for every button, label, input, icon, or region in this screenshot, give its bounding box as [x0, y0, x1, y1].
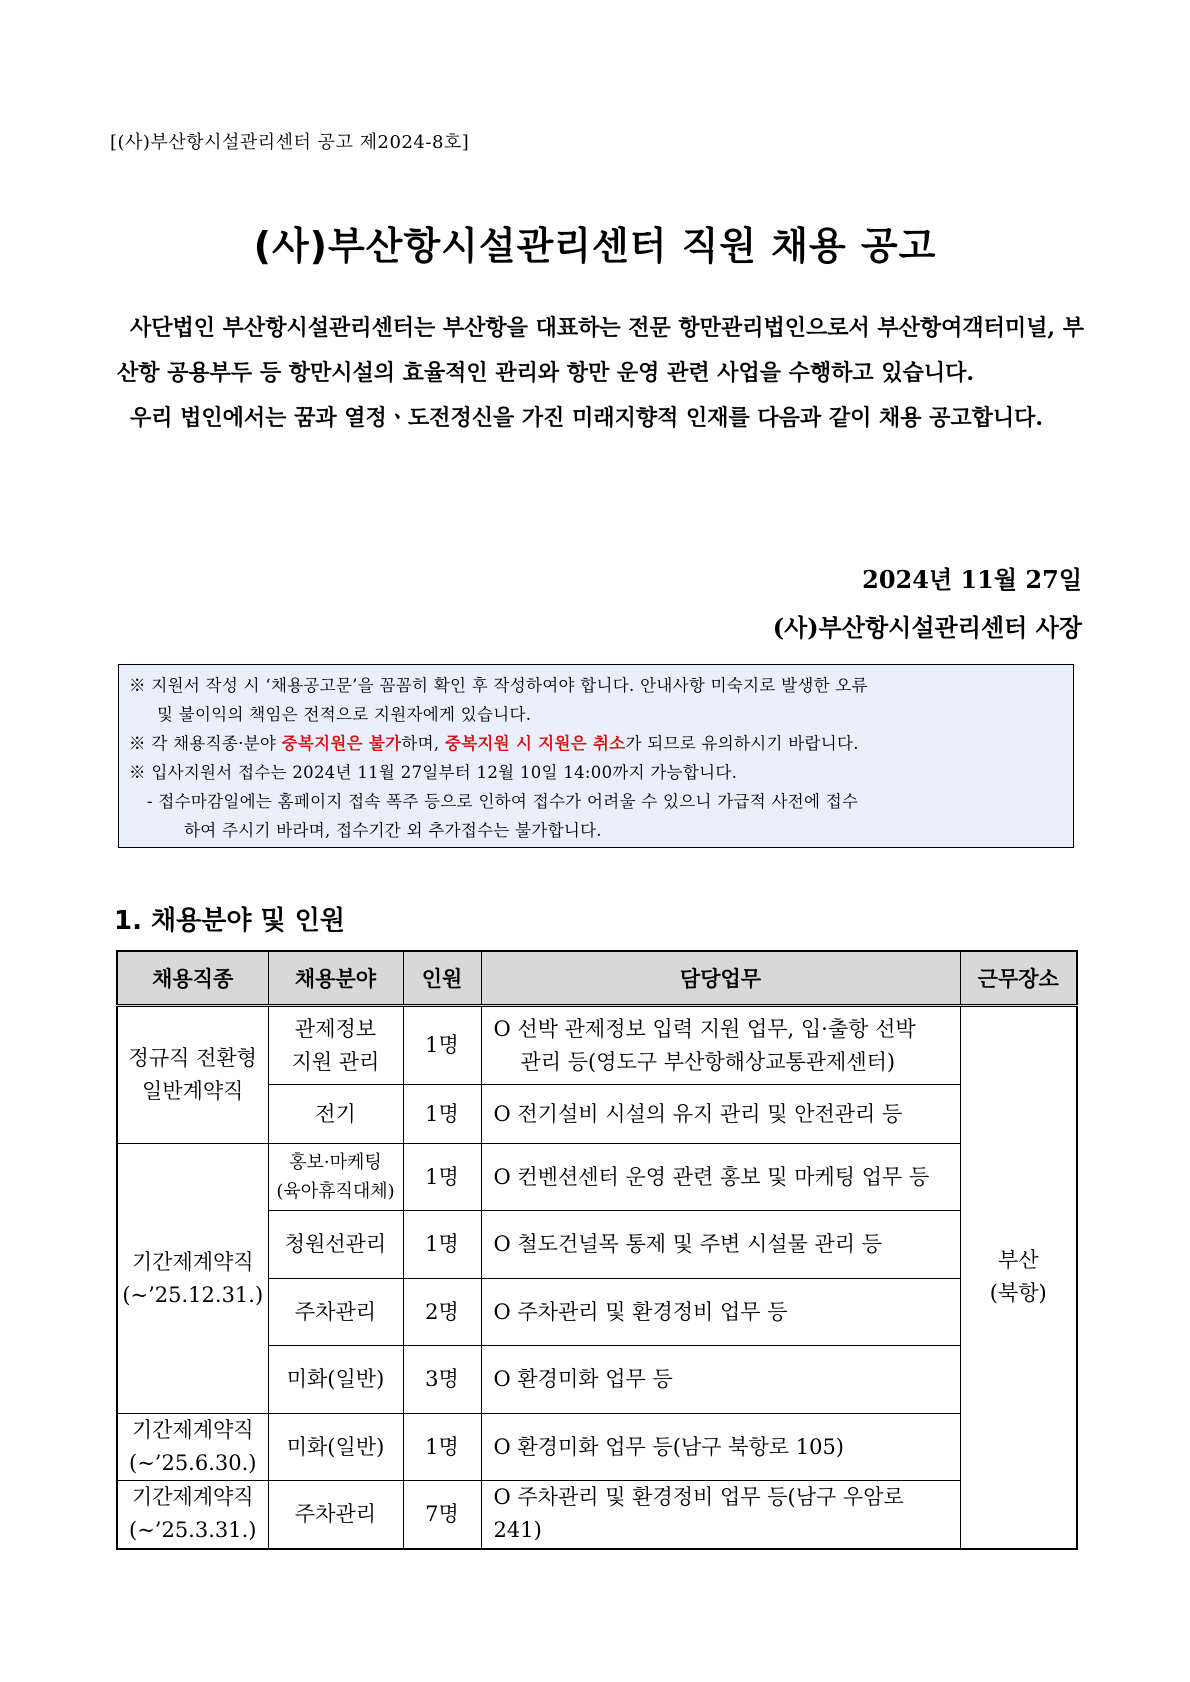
field-cell: 전기 — [268, 1085, 403, 1144]
count-cell: 7명 — [403, 1481, 481, 1549]
job-type-cell — [117, 1414, 268, 1481]
duty-cell — [481, 1006, 960, 1085]
job-type-line-1: 기간제계약직 — [131, 1249, 254, 1274]
header-duty: 담당업무 — [481, 951, 960, 1006]
note-2-warning-1: 중복지원은 불가 — [281, 734, 402, 753]
table-row — [117, 1006, 1077, 1085]
note-1-line-2: 및 불이익의 책임은 전적으로 지원자에게 있습니다. — [157, 705, 532, 724]
duty-cell: O 환경미화 업무 등 — [481, 1346, 960, 1414]
page-title: (사)부산항시설관리센터 직원 채용 공고 — [253, 224, 937, 268]
job-type-cell — [117, 1006, 268, 1144]
header-field: 채용분야 — [268, 951, 403, 1006]
table-header-row — [117, 951, 1077, 1006]
count-cell: 3명 — [403, 1346, 481, 1414]
header-count: 인원 — [403, 951, 481, 1006]
field-cell — [268, 1006, 403, 1085]
field-cell: 주차관리 — [268, 1481, 403, 1549]
note-2-text-a: ※ 각 채용직종·분야 — [129, 734, 282, 753]
count-cell: 1명 — [403, 1414, 481, 1481]
notice-date: 2024년 11월 27일 — [862, 565, 1082, 594]
duty-line-2: 관리 등(영도구 부산항해상교통관제센터) — [520, 1049, 896, 1074]
notice-number: [(사)부산항시설관리센터 공고 제2024-8호] — [110, 132, 470, 153]
field-cell: 미화(일반) — [268, 1414, 403, 1481]
count-cell: 2명 — [403, 1279, 481, 1346]
duty-cell: O 철도건널목 통제 및 주변 시설물 관리 등 — [481, 1211, 960, 1279]
field-line-2: (육아휴직대체) — [276, 1181, 395, 1202]
intro-paragraph-1: 사단법인 부산항시설관리센터는 부산항을 대표하는 전문 항만관리법인으로서 부산항여객터미널, 부산항 공용부두 등 항만시설의 효율적인 관리와 항만 운영 관련 사업을 수행하고 있습니다. — [117, 315, 1084, 386]
field-cell: 미화(일반) — [268, 1346, 403, 1414]
workplace-line-1: 부산 — [997, 1248, 1039, 1273]
notice-box — [118, 664, 1074, 848]
duty-cell: O 주차관리 및 환경정비 업무 등(남구 우암로 241) — [481, 1481, 960, 1549]
job-type-cell — [117, 1481, 268, 1549]
job-type-line-1: 기간제계약직 — [131, 1418, 254, 1442]
note-2 — [129, 729, 1063, 758]
count-cell: 1명 — [403, 1144, 481, 1211]
count-cell: 1명 — [403, 1006, 481, 1085]
note-3-sub-line-1: - 접수마감일에는 홈페이지 접속 폭주 등으로 인하여 접수가 어려울 수 있으니 가급적 사전에 접수 — [147, 792, 859, 811]
job-type-cell — [117, 1144, 268, 1414]
duty-line-1: O 선박 관제정보 입력 지원 업무, 입·출항 선박 — [493, 1016, 916, 1041]
job-type-line-2: (~’25.3.31.) — [129, 1518, 257, 1543]
table-row — [117, 1414, 1077, 1481]
duty-cell: O 주차관리 및 환경정비 업무 등 — [481, 1279, 960, 1346]
table-row — [117, 1481, 1077, 1549]
field-cell — [268, 1144, 403, 1211]
section-1-title: 1. 채용분야 및 인원 — [114, 906, 345, 936]
job-type-line-2: (~’25.12.31.) — [122, 1282, 264, 1307]
count-cell: 1명 — [403, 1211, 481, 1279]
note-2-warning-2: 중복지원 시 지원은 취소 — [444, 734, 626, 753]
job-type-line-2: (~’25.6.30.) — [129, 1451, 257, 1475]
duty-cell: O 컨벤션센터 운영 관련 홍보 및 마케팅 업무 등 — [481, 1144, 960, 1211]
note-2-text-b: 하며, — [401, 734, 445, 753]
table-row — [117, 1144, 1077, 1211]
note-2-text-c: 가 되므로 유의하시기 바랍니다. — [625, 734, 859, 753]
issuer-signature: (사)부산항시설관리센터 사장 — [772, 613, 1082, 642]
duty-cell: O 환경미화 업무 등(남구 북항로 105) — [481, 1414, 960, 1481]
field-cell: 주차관리 — [268, 1279, 403, 1346]
note-3-sub-line-2: 하여 주시기 바라며, 접수기간 외 추가접수는 불가합니다. — [184, 821, 602, 840]
workplace-line-2: (북항) — [989, 1281, 1047, 1306]
job-type-line-1: 정규직 전환형 — [128, 1046, 257, 1070]
note-1-line-1: ※ 지원서 작성 시 ‘채용공고문’을 꼼꼼히 확인 후 작성하여야 합니다. 안내사항 미숙지로 발생한 오류 — [129, 676, 868, 695]
job-type-line-2: 일반계약직 — [142, 1079, 244, 1103]
header-workplace: 근무장소 — [960, 951, 1077, 1006]
note-3: ※ 입사지원서 접수는 2024년 11월 27일부터 12월 10일 14:00까지 가능합니다. — [129, 763, 738, 782]
field-line-2: 지원 관리 — [291, 1049, 380, 1074]
intro-paragraph-2: 우리 법인에서는 꿈과 열정ㆍ도전정신을 가진 미래지향적 인재를 다음과 같이 채용 공고합니다. — [130, 405, 1044, 431]
count-cell: 1명 — [403, 1085, 481, 1144]
header-job-type: 채용직종 — [117, 951, 268, 1006]
duty-cell: O 전기설비 시설의 유지 관리 및 안전관리 등 — [481, 1085, 960, 1144]
field-line-1: 홍보·마케팅 — [289, 1152, 382, 1173]
workplace-cell — [960, 1006, 1077, 1549]
recruitment-table — [116, 950, 1078, 1550]
field-cell: 청원선관리 — [268, 1211, 403, 1279]
intro-text — [117, 306, 1084, 441]
job-type-line-1: 기간제계약직 — [131, 1485, 254, 1510]
field-line-1: 관제정보 — [294, 1016, 377, 1041]
